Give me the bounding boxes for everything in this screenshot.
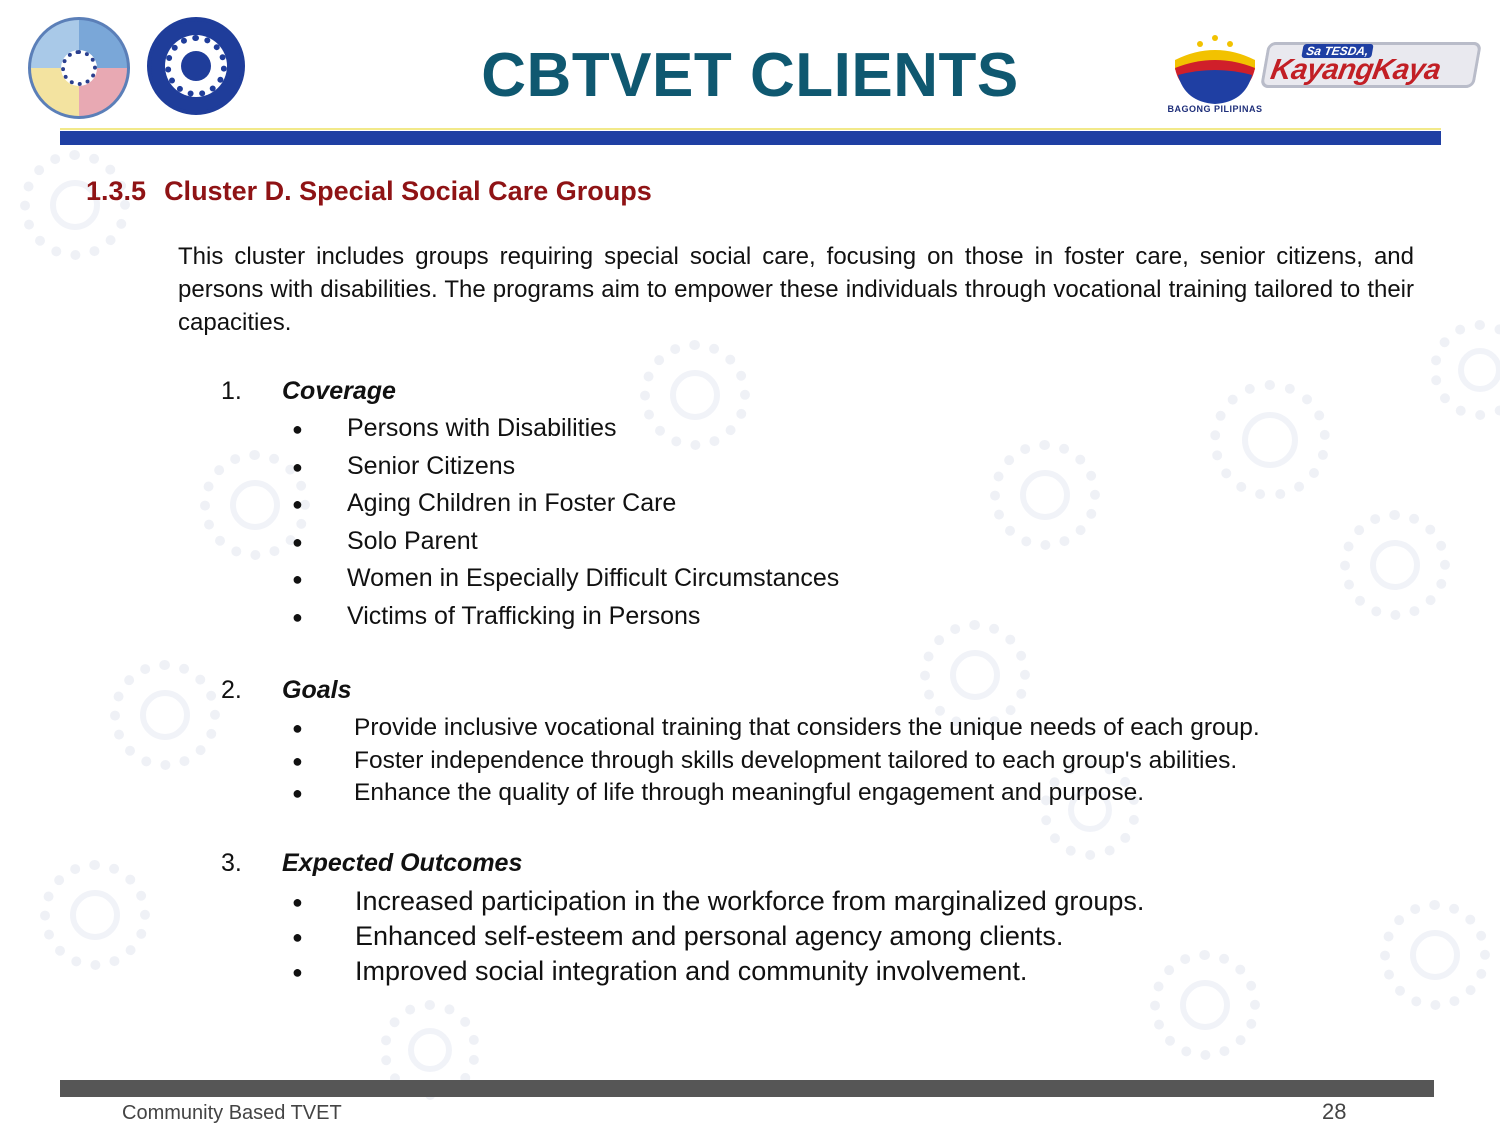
list-heading: Expected Outcomes xyxy=(282,849,523,877)
list-heading-expected-outcomes xyxy=(221,849,522,878)
bullet-icon: ● xyxy=(292,419,303,439)
bullet-icon: ● xyxy=(292,750,303,771)
section-intro-paragraph: This cluster includes groups requiring special social care, focusing on those in foster care, senior citizens, and persons with disabilities. The programs aim to empower these individuals through vocational training tailored to their capacities. xyxy=(178,243,1414,336)
goals-list xyxy=(292,714,1260,812)
list-heading-coverage xyxy=(221,377,396,406)
outcomes-list xyxy=(292,886,1144,991)
bullet-icon: ● xyxy=(292,783,303,803)
bullet-icon: ● xyxy=(292,531,303,552)
list-heading: Goals xyxy=(282,676,352,704)
bullet-icon: ● xyxy=(292,962,303,982)
bullet-icon: ● xyxy=(292,718,303,738)
bullet-icon: ● xyxy=(292,606,303,627)
bagong-pilipinas-logo xyxy=(1160,20,1270,120)
bullet-icon: ● xyxy=(292,892,303,912)
list-item: ● Women in Especially Difficult Circumstances xyxy=(292,564,840,592)
bagong-pilipinas-label: BAGONG PILIPINAS xyxy=(1167,104,1263,114)
bullet-icon: ● xyxy=(292,494,303,514)
header-accent-line xyxy=(60,128,1441,130)
page-number: 28 xyxy=(1322,1099,1347,1124)
list-item: ● Solo Parent xyxy=(292,526,478,555)
header-divider-bar xyxy=(60,131,1441,145)
list-number: 2. xyxy=(221,676,242,704)
kayang-kaya-logo xyxy=(1260,42,1482,88)
list-number: 3. xyxy=(221,849,242,877)
bullet-icon: ● xyxy=(292,456,303,477)
list-item: ● Aging Children in Foster Care xyxy=(292,489,677,517)
list-item: ● Foster independence through skills development tailored to each group's abilities. xyxy=(292,746,1238,774)
section-title: Cluster D. Special Social Care Groups xyxy=(164,176,652,206)
list-item: ● Provide inclusive vocational training that considers the unique needs of each group. xyxy=(292,714,1260,741)
kayang-kaya-text: KayangKaya xyxy=(1268,54,1444,86)
list-heading-goals xyxy=(221,676,351,705)
list-item: ● Persons with Disabilities xyxy=(292,414,617,442)
section-heading xyxy=(86,176,652,207)
kayang-kaya-tagline: Sa TESDA, xyxy=(1301,44,1373,58)
list-item: ● Enhance the quality of life through meaningful engagement and purpose. xyxy=(292,779,1145,806)
bullet-icon: ● xyxy=(292,569,303,589)
page-title: CBTVET CLIENTS xyxy=(481,41,1019,110)
list-item: ● Increased participation in the workforce from marginalized groups. xyxy=(292,886,1145,916)
footer-divider-bar xyxy=(60,1080,1434,1097)
list-item: ● Senior Citizens xyxy=(292,451,516,480)
list-heading: Coverage xyxy=(282,377,396,405)
list-item: ● Enhanced self-esteem and personal agency among clients. xyxy=(292,921,1064,951)
list-item: ● Improved social integration and community involvement. xyxy=(292,956,1028,986)
footer-label: Community Based TVET xyxy=(122,1102,342,1124)
list-item: ● Victims of Trafficking in Persons xyxy=(292,601,701,630)
bullet-icon: ● xyxy=(292,927,303,947)
list-number: 1. xyxy=(221,377,242,405)
section-number: 1.3.5 xyxy=(86,176,147,206)
coverage-list xyxy=(292,414,839,639)
